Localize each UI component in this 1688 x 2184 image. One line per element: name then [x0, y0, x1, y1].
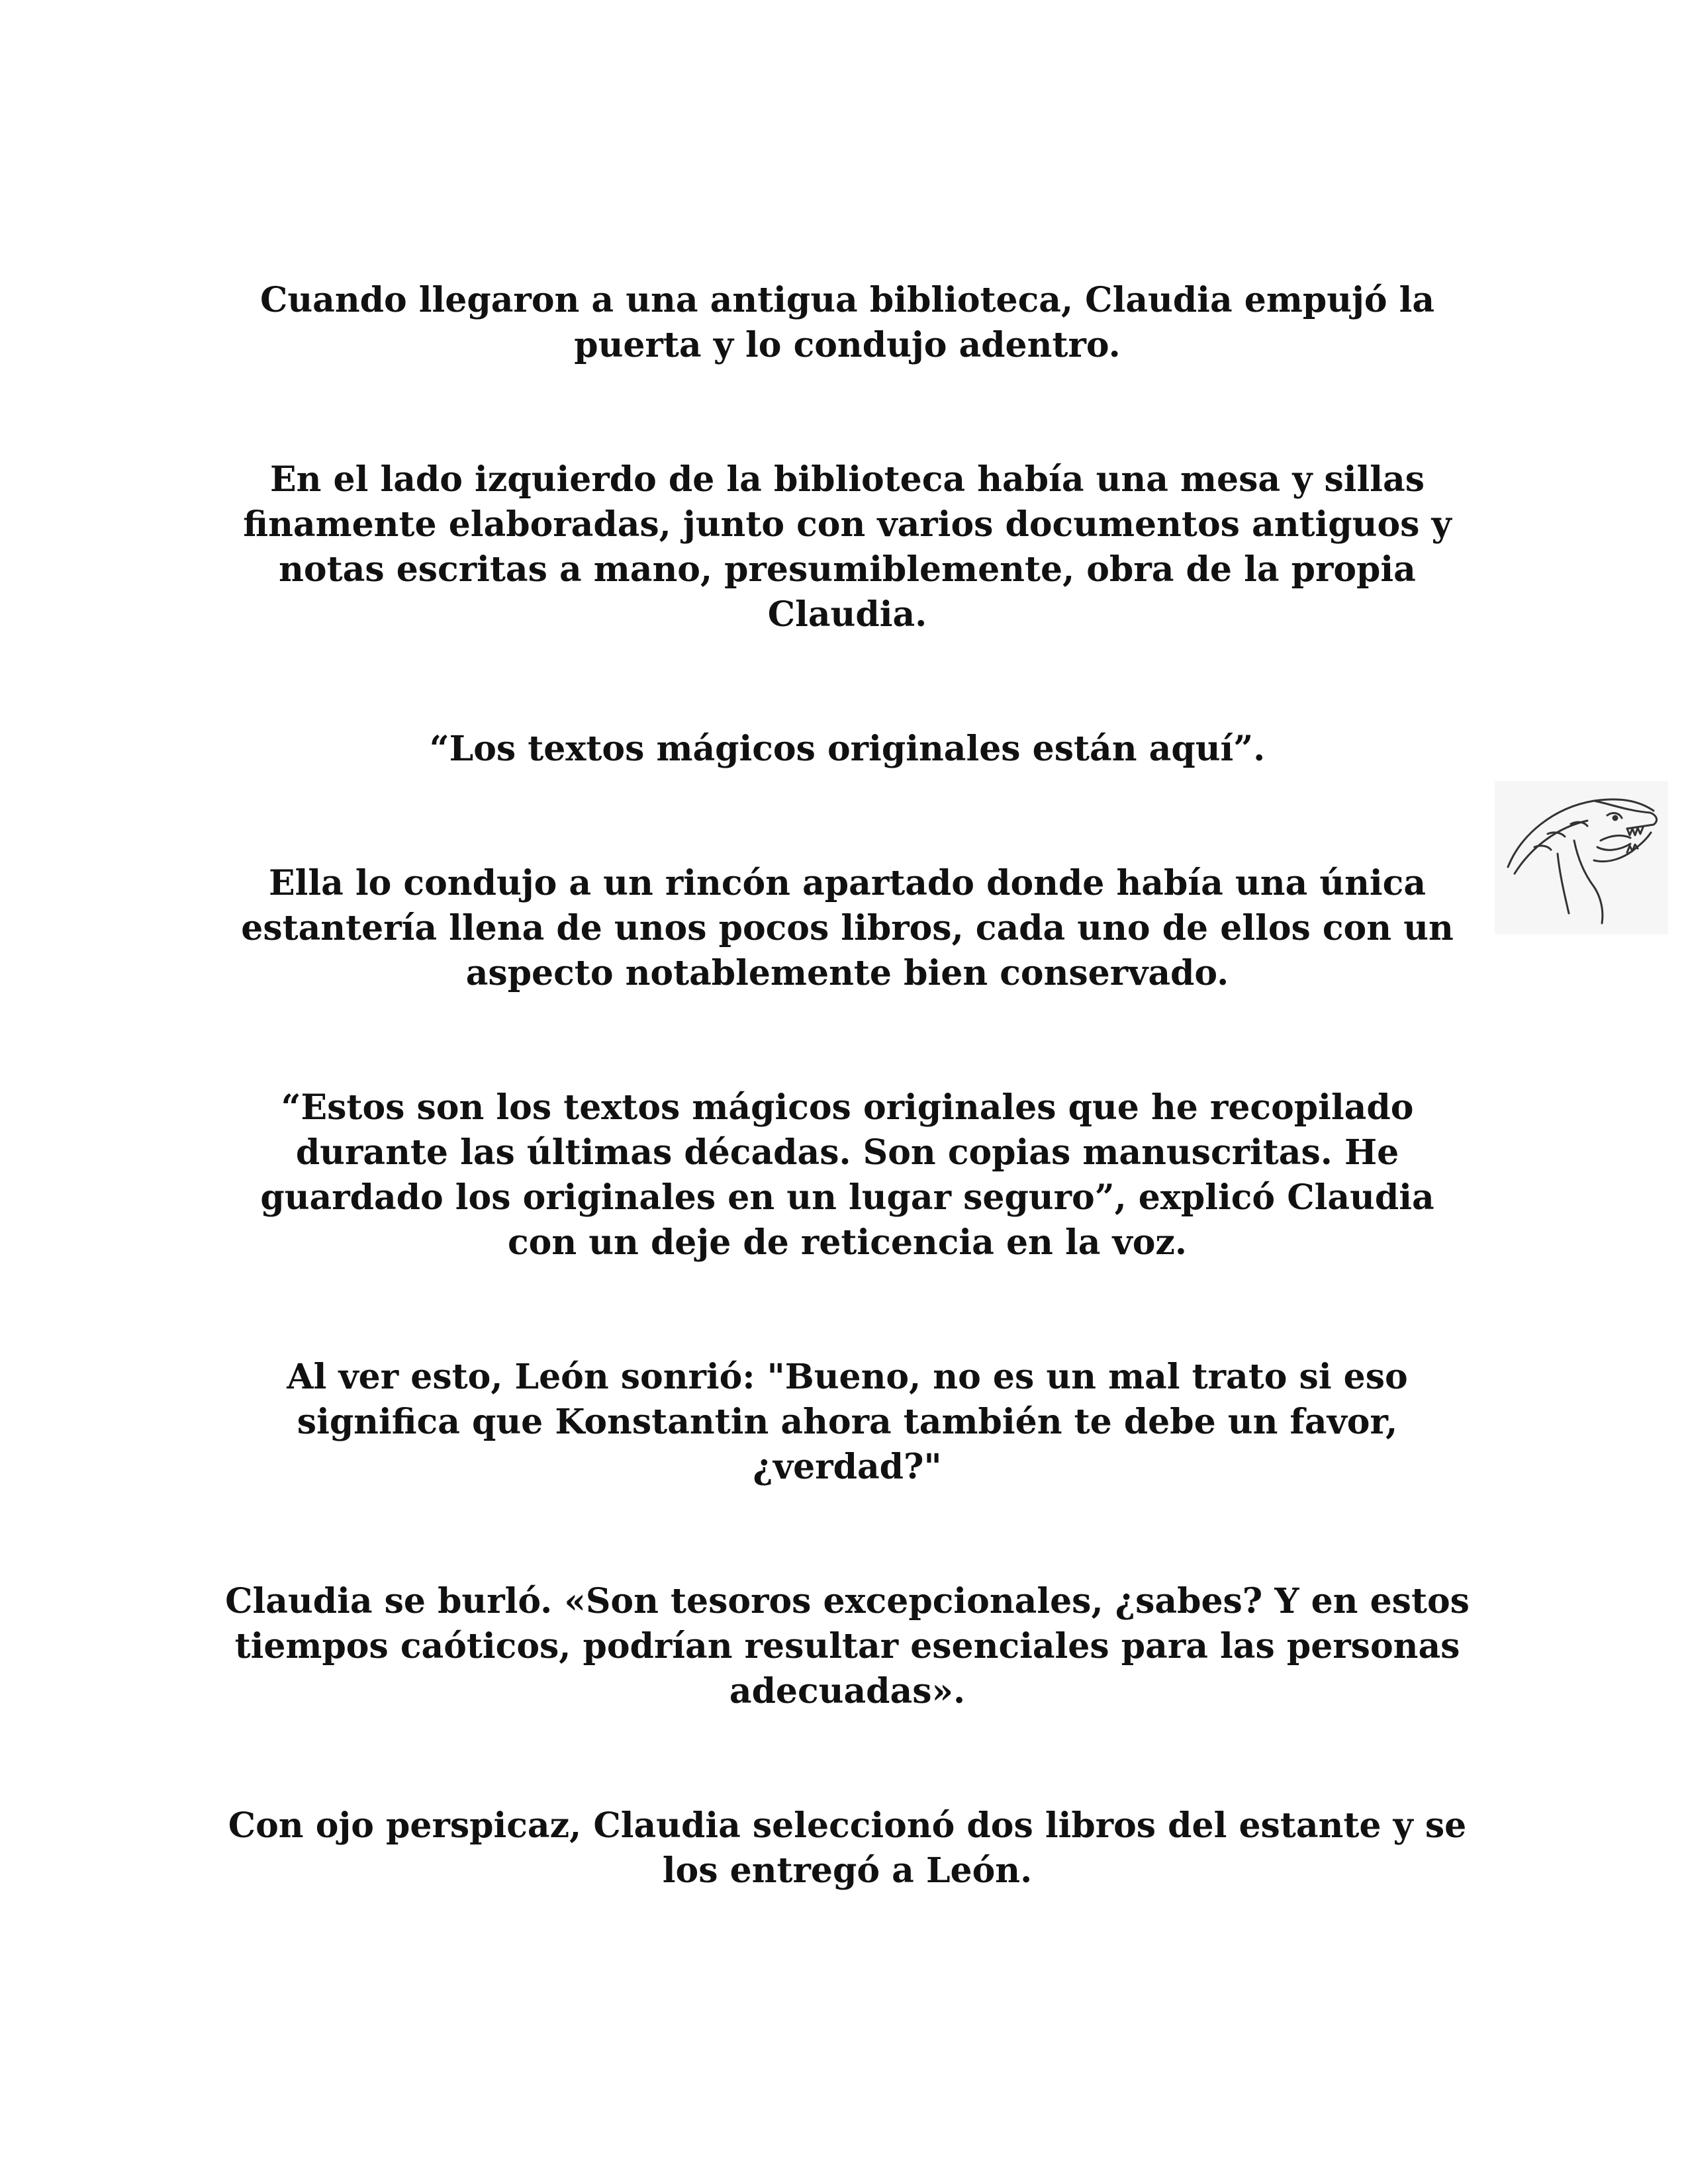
paragraph-4: Ella lo condujo a un rincón apartado donde había una única estantería llena de unos pocos libros, cada uno de ellos con un aspecto notablemente bien conservado. [241, 863, 1454, 993]
dinosaur-sketch-icon [1495, 781, 1668, 934]
paragraph-3: “Los textos mágicos originales están aquí”. [429, 729, 1266, 769]
paragraph-8: Con ojo perspicaz, Claudia seleccionó dos libros del estante y se los entregó a León. [228, 1805, 1467, 1891]
paragraph-2: En el lado izquierdo de la biblioteca había una mesa y sillas finamente elaboradas, junto con varios documentos antiguos y notas escritas a mano, presumiblemente, obra de la propia Claudia. [243, 459, 1452, 635]
body-text [225, 278, 1470, 1893]
paragraph-1: Cuando llegaron a una antigua biblioteca, Claudia empujó la puerta y lo condujo adentro. [259, 280, 1435, 365]
paragraph-7: Claudia se burló. «Son tesoros excepcionales, ¿sabes? Y en estos tiempos caóticos, podrían resultar esenciales para las personas adecuadas». [225, 1581, 1470, 1711]
paragraph-5: “Estos son los textos mágicos originales que he recopilado durante las últimas décadas. Son copias manuscritas. He guardado los originales en un lugar seguro”, explicó Claudia con un deje de reticencia en la voz. [260, 1087, 1434, 1263]
paragraph-6: Al ver esto, León sonrió: "Bueno, no es un mal trato si eso significa que Konstantin ahora también te debe un favor, ¿verdad?" [287, 1357, 1408, 1487]
